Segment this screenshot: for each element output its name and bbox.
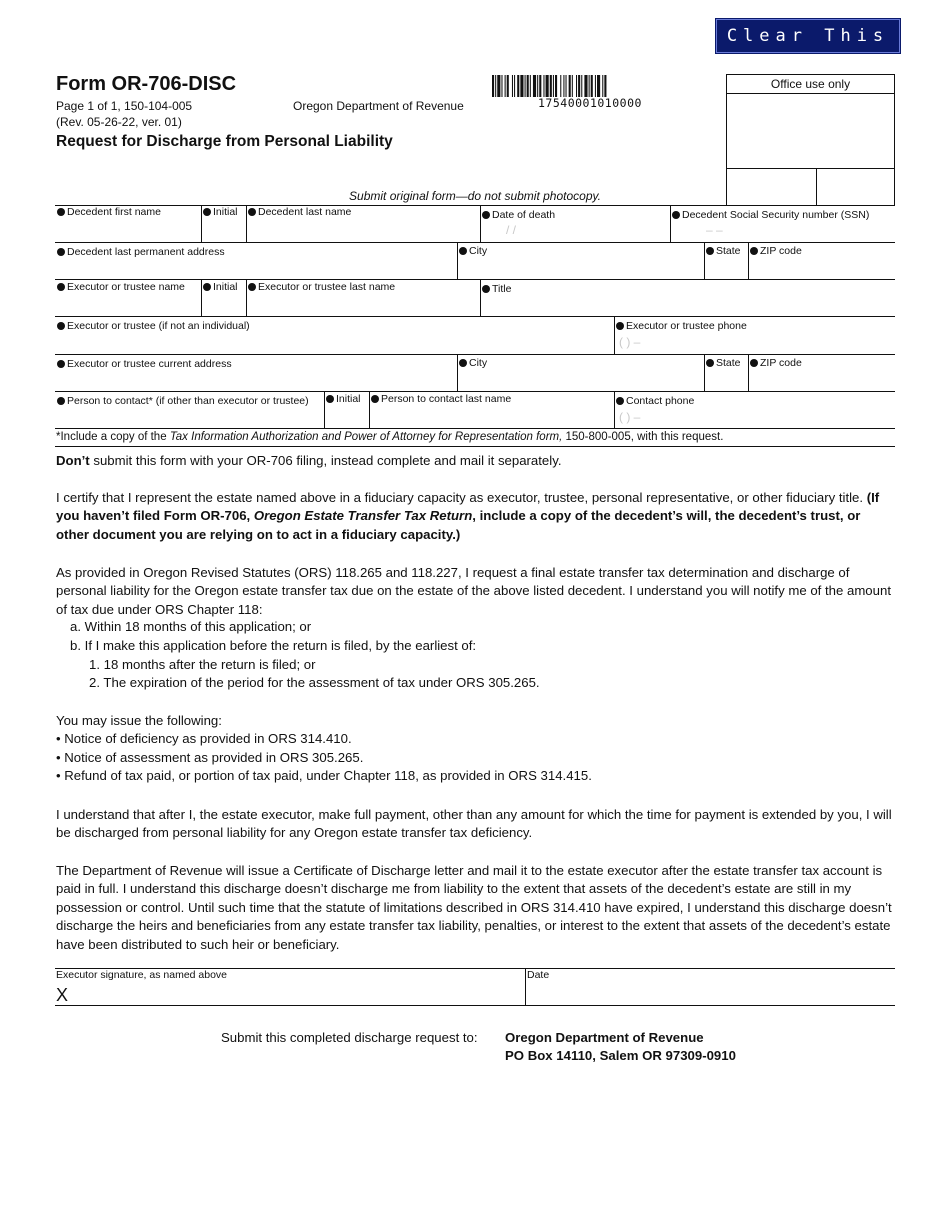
form-subtitle: Request for Discharge from Personal Liability (56, 133, 393, 150)
may-issue-heading: You may issue the following: (56, 713, 222, 728)
barcode-bar (581, 75, 582, 97)
revision-info: (Rev. 05-26-22, ver. 01) (56, 115, 182, 129)
barcode-bar (520, 75, 523, 97)
barcode-image (492, 75, 703, 97)
barcode-bar (550, 75, 552, 97)
ors-paragraph: As provided in Oregon Revised Statutes (ORS) 118.265 and 118.227, I request a final estate transfer tax determination and discharge of personal liability for the Oregon estate transfer tax due on the estate of the above listed decedent. I understand you will notify me of the amount of tax due under ORS Chapter 118: (56, 565, 891, 617)
barcode-bar (512, 75, 513, 97)
mailing-intro: Submit this completed discharge request to: (221, 1030, 478, 1045)
barcode-bar (514, 75, 515, 97)
department-paragraph: The Department of Revenue will issue a Certificate of Discharge letter and mail it to the estate executor after the estate transfer tax account is paid in full. I understand this discharge doesn’t discharge me from liability to the extent that assets of the decedent’s estate are still in my possession or control. Until such time that the statute of limitations described in ORS 314.410 have expired, I understand this discharge doesn’t discharge the heirs and beneficiaries from any estate transfer tax liability, penalties, or interest to the extent that assets of the decedent’s estate have been distributed to such heir or beneficiary. (56, 863, 892, 952)
barcode-bar (497, 75, 500, 97)
barcode-number: 17540001010000 (538, 96, 642, 110)
mailing-address-line1: Oregon Department of Revenue (505, 1030, 704, 1045)
barcode-bar (546, 75, 549, 97)
dont-submit-paragraph: Don’t submit this form with your OR-706 filing, instead complete and mail it separately. (56, 453, 562, 468)
barcode-bar (533, 75, 536, 97)
barcode-bar (566, 75, 567, 97)
barcode-bar (578, 75, 580, 97)
executor-zip-field[interactable]: ZIP code (750, 357, 802, 369)
executor-address-field[interactable]: Executor or trustee current address (57, 358, 232, 370)
decedent-first-name-field[interactable]: Decedent first name (57, 206, 161, 218)
barcode-bar (527, 75, 529, 97)
executor-title-field[interactable]: Title (482, 283, 511, 295)
barcode-bar (543, 75, 544, 97)
barcode-bar (492, 75, 494, 97)
contact-person-field[interactable]: Person to contact* (if other than executor or trustee) (57, 395, 309, 407)
barcode-bar (525, 75, 526, 97)
list-item-b: b. If I make this application before the return is filed, by the earliest of: (70, 638, 477, 653)
decedent-zip-field[interactable]: ZIP code (750, 245, 802, 257)
signature-date-field[interactable]: Date (527, 969, 550, 981)
barcode-bar (576, 75, 577, 97)
barcode-bar (572, 75, 573, 97)
barcode-bar (589, 75, 590, 97)
list-item-a: a. Within 18 months of this application; or (70, 619, 312, 634)
department-name: Oregon Department of Revenue (293, 99, 464, 113)
signature-x-mark: X (56, 985, 69, 1005)
executor-city-field[interactable]: City (459, 357, 487, 369)
barcode-bar (604, 75, 606, 97)
barcode-bar (537, 75, 538, 97)
executor-signature-field[interactable]: Executor signature, as named above (56, 969, 228, 981)
barcode-bar (595, 75, 596, 97)
decedent-city-field[interactable]: City (459, 245, 487, 257)
executor-initial-field[interactable]: Initial (203, 281, 238, 293)
decedent-address-field[interactable]: Decedent last permanent address (57, 246, 225, 258)
decedent-state-field[interactable]: State (706, 245, 741, 257)
contact-phone-placeholder: ( ) – (619, 410, 641, 424)
barcode-bar (563, 75, 564, 97)
bullet-refund: • Refund of tax paid, or portion of tax paid, under Chapter 118, as provided in ORS 314.415. (56, 768, 592, 783)
include-authorization-note: *Include a copy of the Tax Information Authorization and Power of Attorney for Representation form, 150-800-005, with this request. (56, 431, 724, 443)
executor-last-name-field[interactable]: Executor or trustee last name (248, 281, 395, 293)
page-info: Page 1 of 1, 150-104-005 (56, 99, 193, 113)
form-title: Form OR-706-DISC (56, 73, 237, 95)
executor-phone-field[interactable]: Executor or trustee phone (616, 320, 747, 332)
date-of-death-field[interactable]: Date of death (482, 209, 555, 221)
list-item-b1: 1. 18 months after the return is filed; or (89, 657, 316, 672)
submit-original-note: Submit original form—do not submit photocopy. (349, 189, 601, 203)
decedent-ssn-field[interactable]: Decedent Social Security number (SSN) (672, 209, 869, 221)
understand-paragraph: I understand that after I, the estate executor, make full payment, other than any amount for which the time for payment is extended by you, I will be discharged from personal liability for any Oregon estate transfer tax deficiency. (56, 807, 892, 841)
barcode-bar (555, 75, 557, 97)
barcode-bar (539, 75, 541, 97)
barcode-bar (560, 75, 561, 97)
contact-initial-field[interactable]: Initial (326, 393, 361, 405)
barcode-bar (591, 75, 593, 97)
barcode-bar (602, 75, 603, 97)
office-use-box (726, 74, 895, 206)
certify-paragraph: I certify that I represent the estate named above in a fiduciary capacity as executor, trustee, personal representative, or other fiduciary title. (If you haven’t filed Form OR-706, Oregon Estate Transfer Tax Return, include a copy of the decedent’s will, the decedent’s trust, or other document you are relying on to act in a fiduciary capacity.) (56, 490, 880, 542)
executor-state-field[interactable]: State (706, 357, 741, 369)
decedent-last-name-field[interactable]: Decedent last name (248, 206, 351, 218)
date-placeholder: / / (506, 223, 517, 237)
barcode-bar (501, 75, 502, 97)
bullet-assessment: • Notice of assessment as provided in ORS 305.265. (56, 750, 364, 765)
decedent-initial-field[interactable]: Initial (203, 206, 238, 218)
executor-entity-field[interactable]: Executor or trustee (if not an individual) (57, 320, 250, 332)
bullet-deficiency: • Notice of deficiency as provided in ORS 314.410. (56, 731, 352, 746)
ssn-placeholder: – – (706, 223, 723, 237)
clear-page-button[interactable]: Clear This Page (716, 19, 900, 53)
list-item-b2: 2. The expiration of the period for the assessment of tax under ORS 305.265. (89, 675, 540, 690)
barcode-bar (553, 75, 554, 97)
barcode-bar (505, 75, 506, 97)
office-use-label: Office use only (727, 75, 894, 94)
barcode-bar (597, 75, 600, 97)
contact-phone-field[interactable]: Contact phone (616, 395, 694, 407)
barcode-bar (517, 75, 519, 97)
barcode-bar (530, 75, 531, 97)
barcode-bar (507, 75, 509, 97)
contact-last-name-field[interactable]: Person to contact last name (371, 393, 511, 405)
barcode-bar (584, 75, 587, 97)
executor-name-field[interactable]: Executor or trustee name (57, 281, 185, 293)
barcode-bar (569, 75, 571, 97)
barcode-bar (495, 75, 496, 97)
mailing-address-line2: PO Box 14110, Salem OR 97309-0910 (505, 1048, 736, 1063)
executor-phone-placeholder: ( ) – (619, 335, 641, 349)
